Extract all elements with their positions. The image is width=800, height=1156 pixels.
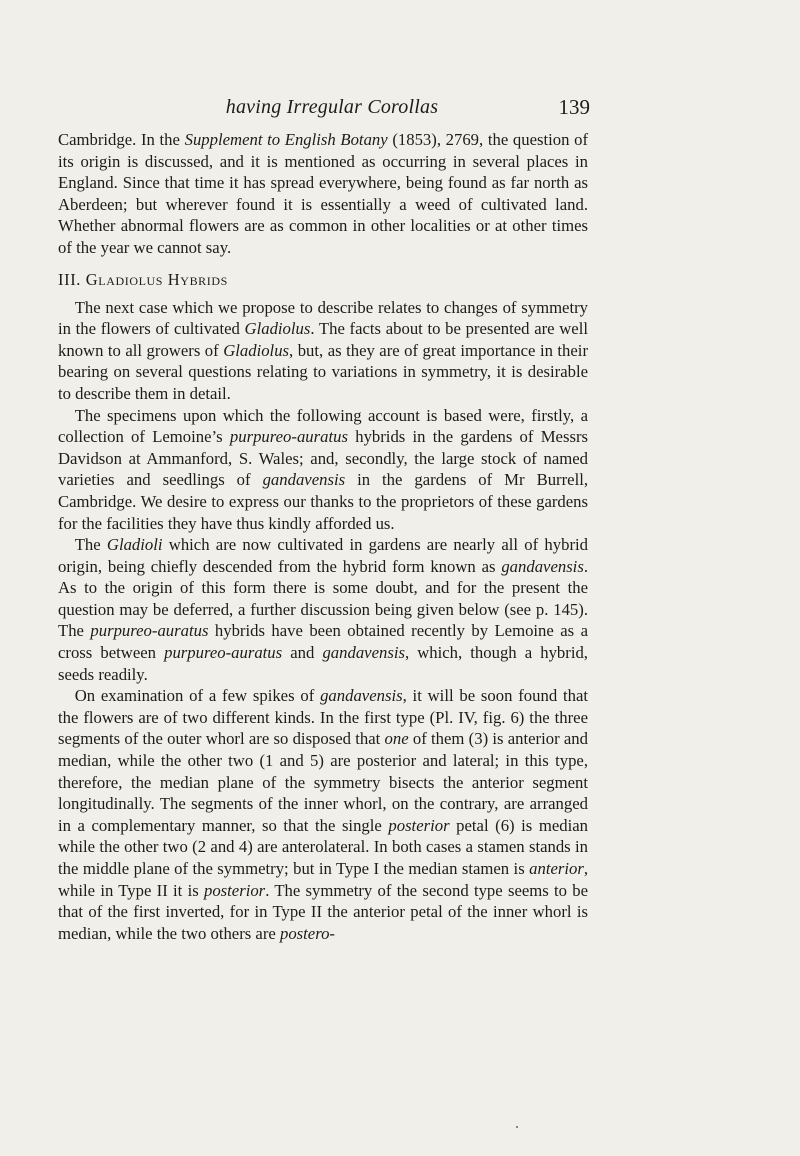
paper-speck xyxy=(516,1126,518,1128)
running-head xyxy=(58,95,588,129)
paragraph: The Gladioli which are now cultivated in gardens are nearly all of hybrid origin, being chiefly descended from the hybrid form known as gandavensis. As to the origin of this form there is some doubt, and for the present the question may be deferred, a further discussion being given below (see p. 145). The purpureo-auratus hybrids have been obtained recently by Lemoine as a cross between purpureo-auratus and gandavensis, which, though a hybrid, seeds readily. xyxy=(58,535,589,684)
book-page xyxy=(58,95,588,944)
paragraph: The next case which we propose to describe relates to changes of symmetry in the flowers of cultivated Gladiolus. The facts about to be presented are well known to all growers of Gladiolus, but, as they are of great importance in their bearing on several questions relating to variations in symmetry, it is desirable to describe them in detail. xyxy=(58,297,588,403)
page-number: 139 xyxy=(558,95,590,119)
running-title: having Irregular Corollas xyxy=(225,96,439,118)
paragraph: On examination of a few spikes of gandavensis, it will be soon found that the flowers are of two different kinds. In the first type (Pl. IV, fig. 6) the three segments of the outer whorl are so disposed that one of them (3) is anterior and median, while the other two (1 and 5) are posterior and lateral; in this type, therefore, the median plane of the symmetry bisects the anterior segment longitudinally. The segments of the inner whorl, on the contrary, are arranged in a complementary manner, so that the single posterior petal (6) is median while the other two (2 and 4) are anterolateral. In both cases a stamen stands in the middle plane of the symmetry; but in Type I the median stamen is anterior, while in Type II it is posterior. The symmetry of the second type seems to be that of the first inverted, for in Type II the anterior petal of the inner whorl is median, while the two others are postero- xyxy=(58,686,588,943)
section-title: Gladiolus Hybrids xyxy=(85,269,228,289)
paragraph: The specimens upon which the following account is based were, firstly, a collection of Lemoine’s purpureo-auratus hybrids in the gardens of Messrs Davidson at Ammanford, S. Wales; and, secondly, the large stock of named varieties and seedlings of gandavensis in the gardens of Mr Burrell, Cambridge. We desire to express our thanks to the proprietors of these gardens for the facilities they have thus kindly afforded us. xyxy=(58,405,589,533)
section-heading xyxy=(58,269,588,291)
section-numeral: III. xyxy=(58,269,82,289)
paragraph-continued: Cambridge. In the Supplement to English Botany (1853), 2769, the question of its origin is discussed, and it is mentioned as occurring in several places in England. Since that time it has spread everywhere, being found as far north as Aberdeen; but wherever found it is essentially a weed of cultivated land. Whether abnormal flowers are as common in other localities or at other times of the year we cannot say. xyxy=(58,130,589,257)
